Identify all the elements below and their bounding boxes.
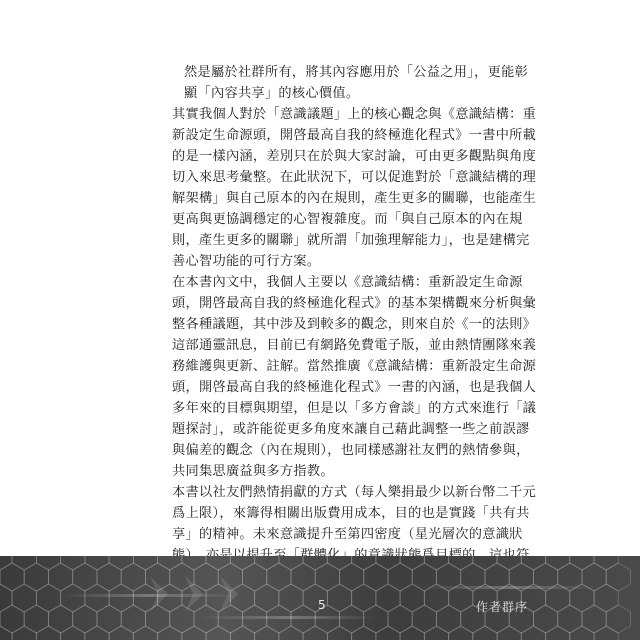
text-line: 頭，開啓最高自我的終極進化程式》一書的內涵，也是我個人: [172, 380, 537, 395]
text-line: 解架構」與自己原本的內在規則，產生更多的關聯，也能產生: [172, 191, 537, 206]
text-line: 顯「內容共享」的核心價值。: [184, 86, 360, 101]
text-line: 享」的精神。未來意識提升至第四密度（星光層次的意識狀: [172, 527, 523, 542]
text-line: 爲上限），來籌得相關出版費用成本，目的也是實踐「共有共: [172, 506, 530, 521]
text-line: 更高與更協調穩定的心智複雜度。而「與自己原本的內在規: [172, 212, 523, 227]
text-line: 本書以社友們熱情捐獻的方式（每人樂捐最少以新台幣二千元: [172, 485, 537, 500]
text-line: 其實我個人對於「意識議題」上的核心觀念與《意識結構：重: [172, 107, 537, 122]
body-text: [172, 62, 537, 587]
text-line: 務維護與更新、註解。當然推廣《意識結構：重新設定生命源: [172, 359, 537, 374]
paragraph: [184, 62, 529, 104]
paragraph: [172, 104, 537, 272]
text-line: 題探討」，或許能從更多角度來讓自己藉此調整一些之前誤謬: [172, 422, 530, 437]
text-line: 整各種議題，其中涉及到較多的觀念，則來自於《一的法則》: [172, 317, 537, 332]
text-line: 然是屬於社群所有，將其內容應用於「公益之用」，更能彰: [184, 65, 529, 80]
text-line: 在本書內文中，我個人主要以《意識結構：重新設定生命源: [172, 275, 523, 290]
text-line: 新設定生命源頭，開啓最高自我的終極進化程式》一書中所載: [172, 128, 537, 143]
paragraph: [172, 272, 537, 482]
text-line: 共同集思廣益與多方指教。: [172, 464, 334, 479]
text-line: 切入來思考彙整。在此狀況下，可以促進對於「意識結構的理: [172, 170, 537, 185]
text-line: 多年來的目標與期望，但是以「多方會談」的方式來進行「議: [172, 401, 537, 416]
text-line: 這部通靈訊息，目前已有網路免費電子版，並由熱情團隊來義: [172, 338, 537, 353]
text-line: 的是一樣內涵，差別只在於與大家討論，可由更多觀點與角度: [172, 149, 537, 164]
text-line: 善心智功能的可行方案。: [172, 254, 321, 269]
page-number: 5: [318, 598, 326, 612]
text-line: 頭，開啓最高自我的終極進化程式》的基本架構觀來分析與彙: [172, 296, 537, 311]
text-line: 與偏差的觀念（內在規則），也同樣感謝社友們的熱情參與，: [172, 443, 530, 458]
text-line: 則，產生更多的關聯」就所謂「加強理解能力」，也是建構完: [172, 233, 530, 248]
section-name: 作者群序: [476, 600, 529, 614]
